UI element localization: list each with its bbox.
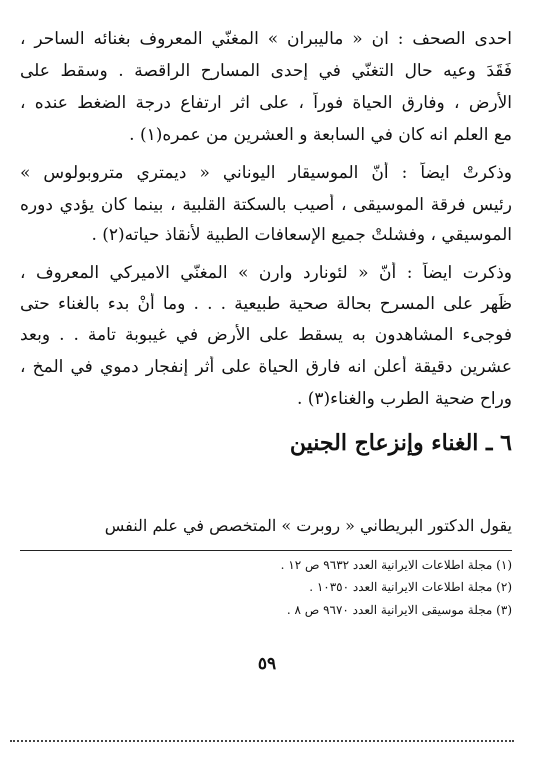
text-line: وراح ضحية الطرب والغناء(٣) .	[296, 389, 512, 409]
section-heading: ٦ ـ الغناء وإنزعاج الجنين	[289, 430, 512, 456]
footnote-2: (٢) مجلة اطلاعات الايرانية العدد ١٠٣٥٠ .	[309, 580, 512, 594]
page-number: ٥٩	[257, 654, 277, 674]
text-line: فوجىء المشاهدون به يسقط على الأرض في غيبوبة تامة . . وبعد	[20, 325, 512, 345]
section-intro-line: يقول الدكتور البريطاني « روبرت » المتخصص في علم النفس	[104, 516, 512, 535]
footnote-1: (١) مجلة اطلاعات الايرانية العدد ٩٦٣٢ ص ١٢ .	[280, 558, 512, 572]
text-line: وذكرت ايضاً : أنّ « لئونارد وارن » المغنّي الاميركي المعروف ،	[20, 263, 512, 283]
text-line: وذكرتْ ايضاً : أنّ الموسيقار اليوناني « ديمتري متروبولوس »	[20, 163, 512, 183]
footnote-3: (٣) مجلة موسيقى الايرانية العدد ٩٦٧٠ ص ٨ .	[286, 603, 512, 617]
text-line: مع العلم انه كان في السابعة و العشرين من عمره(١) .	[129, 125, 512, 145]
text-line: عشرين دقيقة أُعلن انه فارق الحياة على أثر إنفجار دموي في المخ ،	[20, 357, 512, 377]
text-line: رئيس فرقة الموسيقى ، أُصيب بالسكتة القلبية ، بينما كان يؤدي دوره	[20, 195, 512, 215]
page-bottom-edge	[10, 740, 514, 742]
text-line: ظَهر على المسرح بحالة صحية طبيعية . . . وما أنْ بدء بالغناء حتى	[20, 294, 512, 314]
text-line: احدى الصحف : ان « ماليبران » المغنّي المعروف بغنائه الساحر ،	[20, 29, 512, 49]
footnote-divider	[20, 550, 512, 551]
text-line: الموسيقي ، وفشلتْ جميع الإسعافات الطبية لأنقاذ حياته(٢) .	[91, 225, 512, 245]
text-line: فَقَدَ وعيه حال التغنّي في إحدى المسارح الراقصة . وسقط على	[20, 61, 512, 81]
text-line: الأرض ، وفارق الحياة فوراً ، على اثر ارتفاع درجة الضغط عنده ،	[20, 93, 512, 113]
